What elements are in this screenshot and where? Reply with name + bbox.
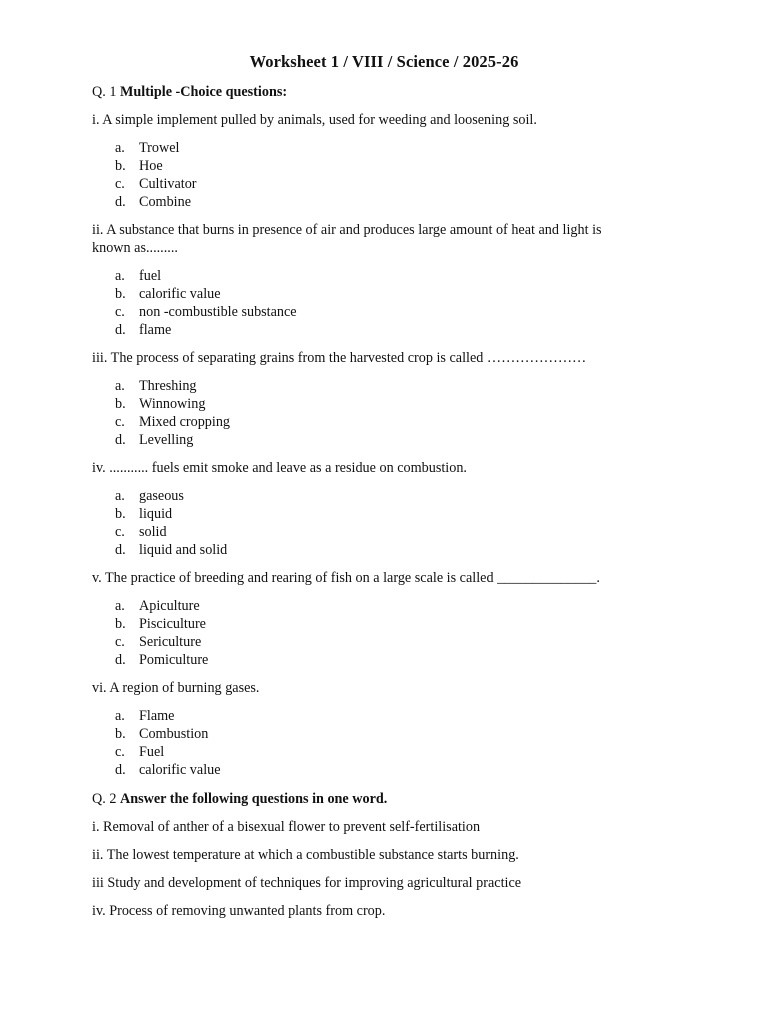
- q1-question-4-option-b: b. liquid: [115, 506, 173, 522]
- q2-question-2: ii. The lowest temperature at which a combustible substance starts burning.: [92, 847, 519, 863]
- q1-question-2-option-d: d. flame: [115, 322, 172, 338]
- q1-question-2-line-1: ii. A substance that burns in presence of air and produces large amount of heat and light is: [92, 222, 602, 238]
- q1-question-6-option-c: c. Fuel: [115, 744, 165, 760]
- q1-question-1-option-c: c. Cultivator: [115, 176, 197, 192]
- q1-heading: [92, 83, 672, 101]
- q1-question-2-option-a: a. fuel: [115, 268, 162, 284]
- q2-question-4: iv. Process of removing unwanted plants from crop.: [92, 903, 386, 919]
- q1-question-4: iv. ........... fuels emit smoke and leave as a residue on combustion.: [92, 460, 467, 476]
- q1-number: Q. 1: [92, 84, 117, 100]
- q1-question-4-option-d: d. liquid and solid: [115, 542, 228, 558]
- q1-question-4-option-a: a. gaseous: [115, 488, 184, 504]
- q1-question-3-option-b: b. Winnowing: [115, 396, 206, 412]
- q1-question-2-option-b: b. calorific value: [115, 286, 221, 302]
- q1-question-1: i. A simple implement pulled by animals, used for weeding and loosening soil.: [92, 112, 537, 128]
- q2-heading-text: Answer the following questions in one word.: [119, 791, 388, 807]
- q2-number: Q. 2: [92, 791, 117, 807]
- q2-question-3: iii Study and development of techniques for improving agricultural practice: [92, 875, 522, 891]
- q1-heading-text: Multiple -Choice questions:: [119, 84, 288, 100]
- q1-question-6-option-a: a. Flame: [115, 708, 175, 724]
- q1-question-6: vi. A region of burning gases.: [92, 680, 260, 696]
- q1-question-3-option-d: d. Levelling: [115, 432, 194, 448]
- q1-question-5-option-b: b. Pisciculture: [115, 616, 206, 632]
- q1-question-2-line-2: known as.........: [92, 240, 178, 256]
- q1-question-3: iii. The process of separating grains from the harvested crop is called …………………: [92, 350, 587, 366]
- q1-question-3-option-c: c. Mixed cropping: [115, 414, 231, 430]
- q1-question-6-option-d: d. calorific value: [115, 762, 221, 778]
- q1-question-4-option-c: c. solid: [115, 524, 167, 540]
- q2-question-1: i. Removal of anther of a bisexual flower to prevent self-fertilisation: [92, 819, 481, 835]
- q1-question-5: v. The practice of breeding and rearing of fish on a large scale is called ______________.: [92, 570, 600, 586]
- q1-question-1-option-b: b. Hoe: [115, 158, 163, 174]
- q2-heading: [92, 790, 672, 808]
- q1-question-6-option-b: b. Combustion: [115, 726, 209, 742]
- q1-question-5-option-c: c. Sericulture: [115, 634, 202, 650]
- worksheet-title: Worksheet 1 / VIII / Science / 2025-26: [249, 52, 519, 71]
- q1-question-1-option-d: d. Combine: [115, 194, 192, 210]
- q1-question-5-option-a: a. Apiculture: [115, 598, 200, 614]
- q1-question-5-option-d: d. Pomiculture: [115, 652, 209, 668]
- q1-question-1-option-a: a. Trowel: [115, 140, 180, 156]
- q1-question-2-option-c: c. non -combustible substance: [115, 304, 297, 320]
- q1-question-3-option-a: a. Threshing: [115, 378, 197, 394]
